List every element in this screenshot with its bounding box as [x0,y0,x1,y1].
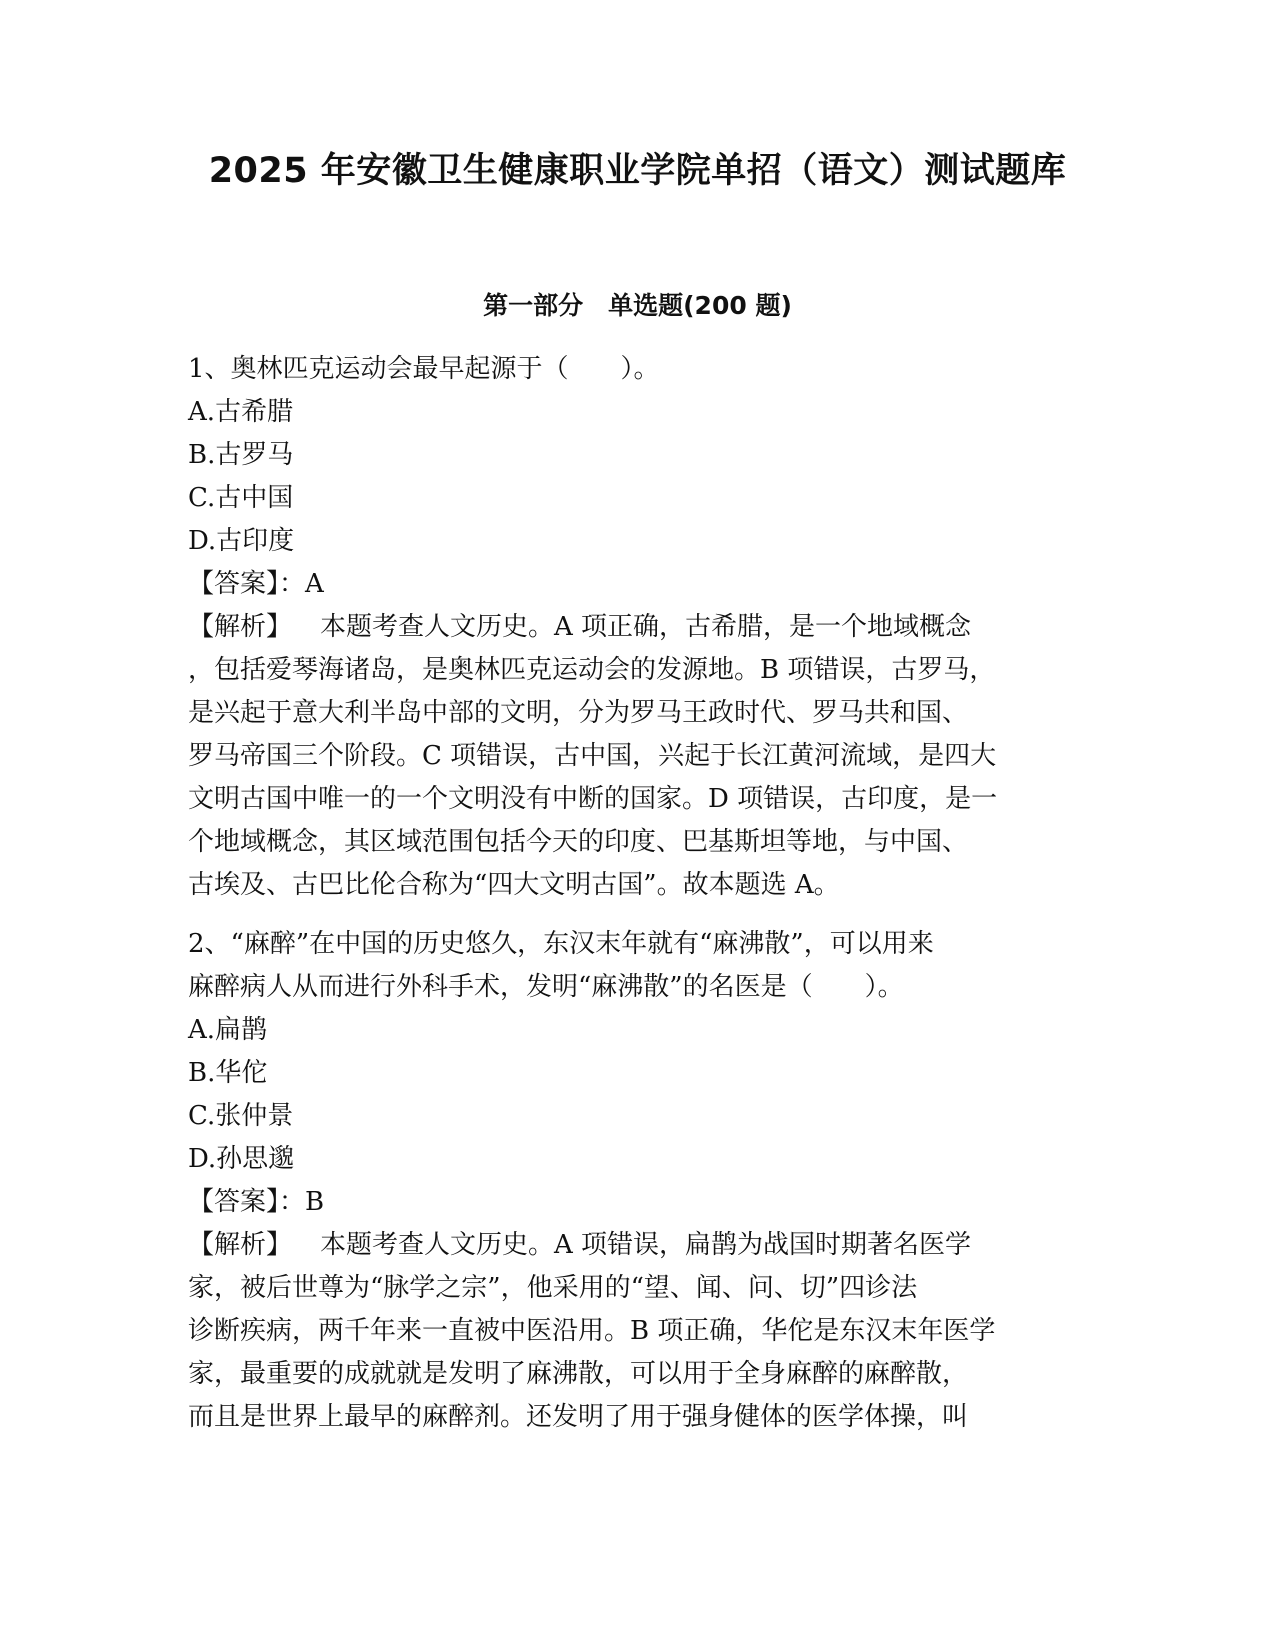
analysis-text: 本题考查人文历史。A 项正确，古希腊，是一个地域概念 [320,612,972,642]
analysis-label: 【解析】 [188,1230,293,1260]
question-1-analysis-line-5: 文明古国中唯一的一个文明没有中断的国家。D 项错误，古印度，是一 [188,784,998,814]
question-2-analysis-line-5: 而且是世界上最早的麻醉剂。还发明了用于强身健体的医学体操，叫 [188,1402,969,1432]
question-2-option-c: C.张仲景 [188,1101,294,1131]
question-1-option-d: D.古印度 [188,526,295,556]
question-1-option-a: A.古希腊 [188,397,294,427]
question-2-option-a: A.扁鹊 [188,1015,268,1045]
answer-label: 【答案】： [188,569,306,599]
question-2-option-d: D.孙思邈 [188,1144,295,1174]
analysis-label: 【解析】 [188,612,293,642]
answer-value: A [305,569,324,599]
question-1-stem-line-1: 1、奥林匹克运动会最早起源于（ ）。 [188,354,660,384]
question-1-answer [188,563,1088,606]
question-2-stem-line-2: 麻醉病人从而进行外科手术，发明“麻沸散”的名医是（ ）。 [188,972,904,1002]
question-1-analysis-line-4: 罗马帝国三个阶段。C 项错误，古中国，兴起于长江黄河流域，是四大 [188,741,997,771]
question-2 [188,923,1088,1439]
question-1-analysis-line-2: ，包括爱琴海诸岛，是奥林匹克运动会的发源地。B 项错误，古罗马， [188,655,996,685]
question-2-analysis-line-4: 家，最重要的成就就是发明了麻沸散，可以用于全身麻醉的麻醉散， [188,1359,969,1389]
question-1-analysis-line-6: 个地域概念，其区域范围包括今天的印度、巴基斯坦等地，与中国、 [188,827,969,857]
question-spacer [188,907,1088,923]
question-1-option-b: B.古罗马 [188,440,294,470]
question-1-analysis-line-7: 古埃及、古巴比伦合称为“四大文明古国”。故本题选 A。 [188,870,840,900]
question-2-analysis-line-1 [188,1224,1088,1267]
question-1-analysis-line-1 [188,606,1088,649]
question-list [188,348,1088,1439]
question-2-analysis-line-2: 家，被后世尊为“脉学之宗”，他采用的“望、闻、问、切”四诊法 [188,1273,918,1303]
question-2-stem-line-1: 2、“麻醉”在中国的历史悠久，东汉末年就有“麻沸散”，可以用来 [188,929,934,959]
analysis-text: 本题考查人文历史。A 项错误，扁鹊为战国时期著名医学 [320,1230,972,1260]
question-1-option-c: C.古中国 [188,483,294,513]
question-2-answer [188,1181,1088,1224]
section-title: 第一部分 单选题(200 题) [483,291,792,320]
answer-value: B [305,1187,325,1217]
question-2-analysis-line-3: 诊断疾病，两千年来一直被中医沿用。B 项正确，华佗是东汉末年医学 [188,1316,996,1346]
question-2-option-b: B.华佗 [188,1058,268,1088]
document-title: 2025 年安徽卫生健康职业学院单招（语文）测试题库 [208,151,1067,191]
question-1-analysis-line-3: 是兴起于意大利半岛中部的文明，分为罗马王政时代、罗马共和国、 [188,698,969,728]
question-1 [188,348,1088,907]
answer-label: 【答案】： [188,1187,306,1217]
